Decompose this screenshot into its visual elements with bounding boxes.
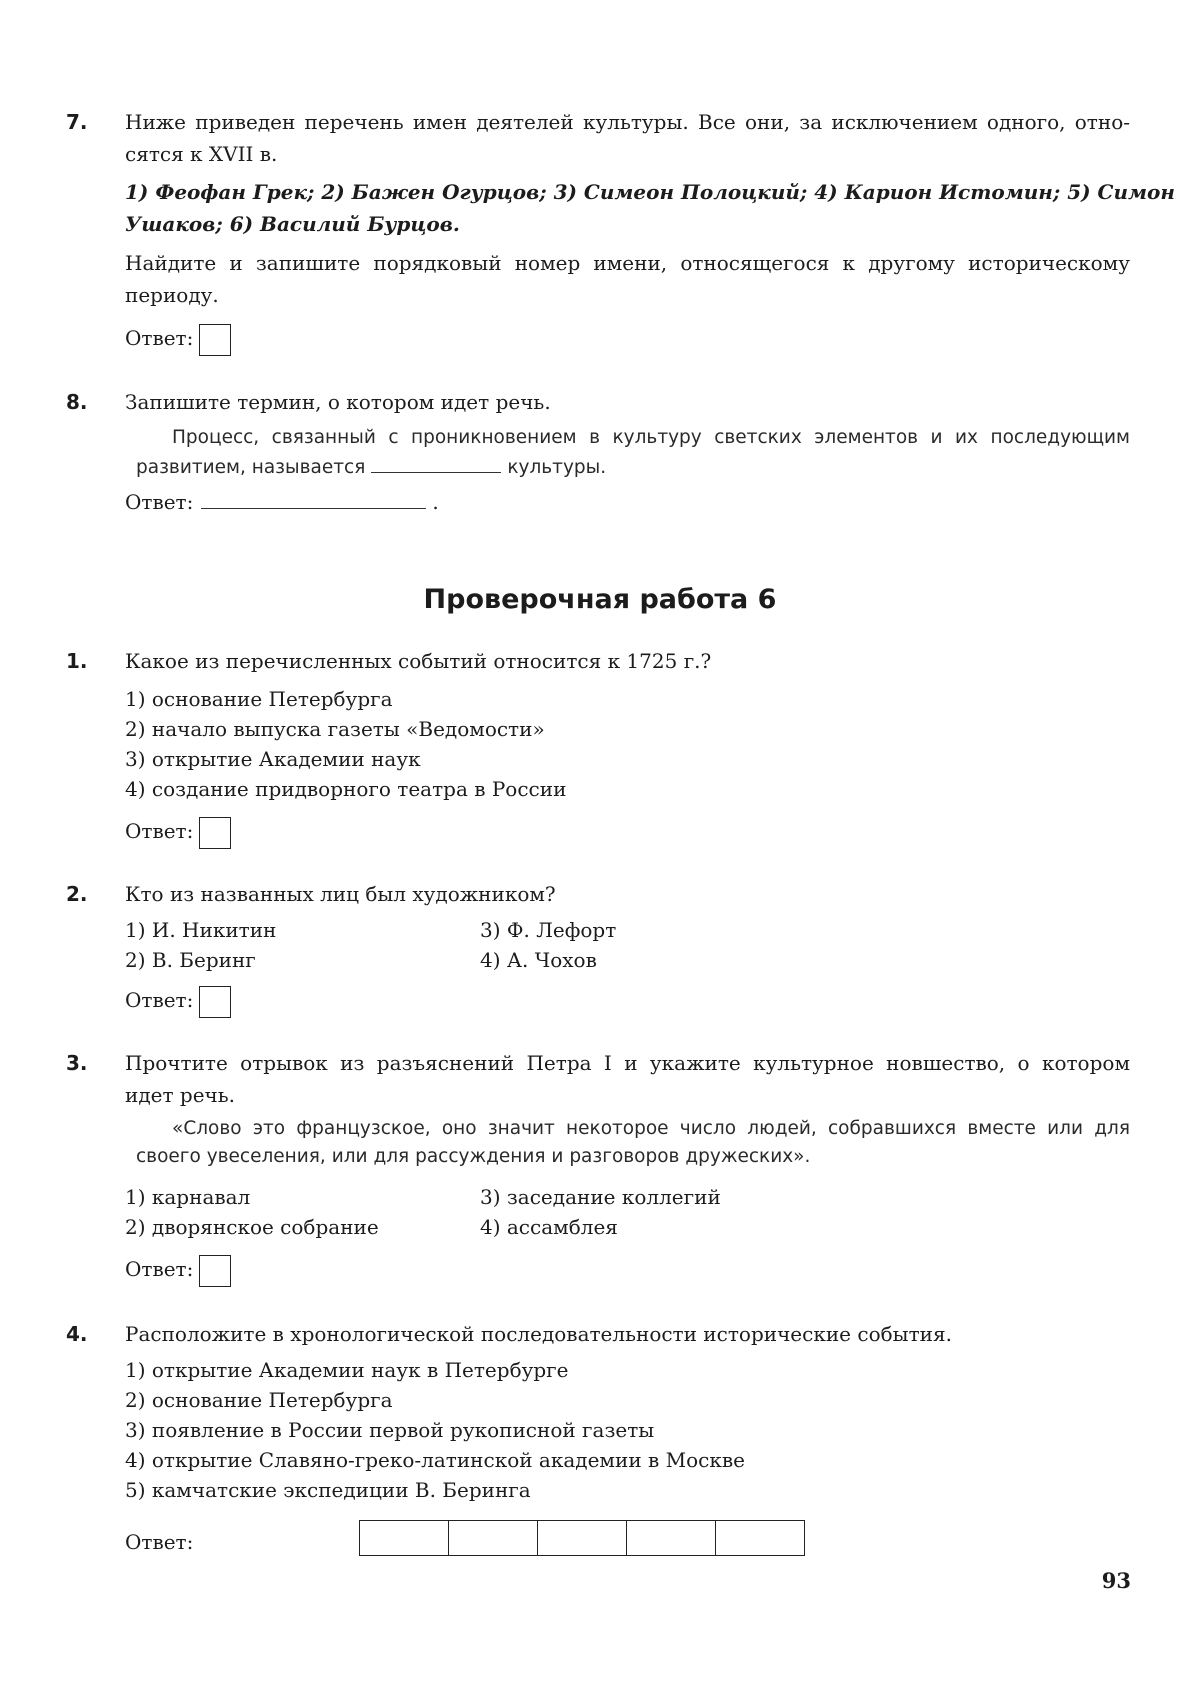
definition-text bbox=[136, 452, 1130, 484]
option-4: 4) А. Чохов bbox=[480, 948, 597, 972]
answer-label: Ответ: bbox=[125, 326, 194, 350]
option-3: 3) появление в России первой рукописной газеты bbox=[125, 1418, 655, 1442]
answer-box[interactable] bbox=[199, 1255, 231, 1287]
option-2: 2) В. Беринг bbox=[125, 948, 256, 972]
definition-text-start: развитием, называется bbox=[136, 457, 366, 478]
option-1: 1) основание Петербурга bbox=[125, 687, 393, 711]
answer-period: . bbox=[432, 490, 439, 514]
option-4: 4) открытие Славяно-греко-латинской академии в Москве bbox=[125, 1448, 745, 1472]
names-list: Ушаков; 6) Василий Бурцов. bbox=[125, 212, 460, 236]
definition-text: Процесс, связанный с проникновением в культуру светских элементов и их последующим bbox=[172, 427, 1130, 448]
answer-cell[interactable] bbox=[716, 1521, 804, 1555]
answer-cell[interactable] bbox=[538, 1521, 627, 1555]
option-3: 3) заседание коллегий bbox=[480, 1185, 721, 1209]
answer-row bbox=[125, 1253, 231, 1287]
answer-label: Ответ: bbox=[125, 1530, 194, 1554]
answer-line[interactable] bbox=[201, 488, 426, 509]
question-text: идет речь. bbox=[125, 1083, 236, 1107]
blank-gap bbox=[371, 454, 501, 473]
question-number: 7. bbox=[66, 110, 88, 134]
answer-label: Ответ: bbox=[125, 490, 194, 514]
task-text: Найдите и запишите порядковый номер имени, относящегося к другому историческому bbox=[125, 251, 1130, 275]
answer-box[interactable] bbox=[199, 817, 231, 849]
question-text: Какое из перечисленных событий относится к 1725 г.? bbox=[125, 649, 712, 673]
answer-cell[interactable] bbox=[627, 1521, 716, 1555]
question-number: 3. bbox=[66, 1051, 88, 1075]
option-1: 1) И. Никитин bbox=[125, 918, 277, 942]
option-2: 2) дворянское собрание bbox=[125, 1215, 379, 1239]
answer-row bbox=[125, 486, 439, 518]
answer-cell[interactable] bbox=[360, 1521, 449, 1555]
question-number: 1. bbox=[66, 649, 88, 673]
answer-box[interactable] bbox=[199, 986, 231, 1018]
answer-row bbox=[125, 815, 231, 849]
quote-text: «Слово это французское, оно значит некоторое число людей, собравшихся вместе или для bbox=[172, 1118, 1130, 1139]
page-number: 93 bbox=[1101, 1568, 1131, 1593]
answer-row bbox=[125, 984, 231, 1018]
question-text: Запишите термин, о котором идет речь. bbox=[125, 390, 551, 414]
question-text: сятся к XVII в. bbox=[125, 142, 278, 166]
section-title: Проверочная работа 6 bbox=[423, 584, 777, 615]
question-number: 4. bbox=[66, 1322, 88, 1346]
question-text: Расположите в хронологической последовательности исторические события. bbox=[125, 1322, 952, 1346]
option-4: 4) создание придворного театра в России bbox=[125, 777, 567, 801]
task-text: периоду. bbox=[125, 283, 219, 307]
question-number: 2. bbox=[66, 882, 88, 906]
option-2: 2) начало выпуска газеты «Ведомости» bbox=[125, 717, 545, 741]
definition-text-end: культуры. bbox=[507, 457, 607, 478]
question-number: 8. bbox=[66, 390, 88, 414]
names-list: 1) Феофан Грек; 2) Бажен Огурцов; 3) Симеон Полоцкий; 4) Карион Истомин; 5) Симон bbox=[125, 180, 1175, 204]
option-2: 2) основание Петербурга bbox=[125, 1388, 393, 1412]
question-text: Ниже приведен перечень имен деятелей культуры. Все они, за исключением одного, отно- bbox=[125, 110, 1130, 134]
option-5: 5) камчатские экспедиции В. Беринга bbox=[125, 1478, 531, 1502]
option-3: 3) Ф. Лефорт bbox=[480, 918, 617, 942]
quote-text: своего увеселения, или для рассуждения и разговоров дружеских». bbox=[136, 1146, 811, 1167]
answer-label: Ответ: bbox=[125, 1257, 194, 1281]
question-text: Кто из названных лиц был художником? bbox=[125, 882, 556, 906]
answer-label: Ответ: bbox=[125, 988, 194, 1012]
option-1: 1) открытие Академии наук в Петербурге bbox=[125, 1358, 569, 1382]
option-4: 4) ассамблея bbox=[480, 1215, 618, 1239]
answer-grid bbox=[359, 1520, 805, 1556]
option-3: 3) открытие Академии наук bbox=[125, 747, 421, 771]
answer-label: Ответ: bbox=[125, 819, 194, 843]
answer-row bbox=[125, 322, 231, 356]
option-1: 1) карнавал bbox=[125, 1185, 251, 1209]
answer-row bbox=[125, 1526, 193, 1558]
answer-cell[interactable] bbox=[449, 1521, 538, 1555]
answer-box[interactable] bbox=[199, 324, 231, 356]
question-text: Прочтите отрывок из разъяснений Петра I и укажите культурное новшество, о котором bbox=[125, 1051, 1130, 1075]
